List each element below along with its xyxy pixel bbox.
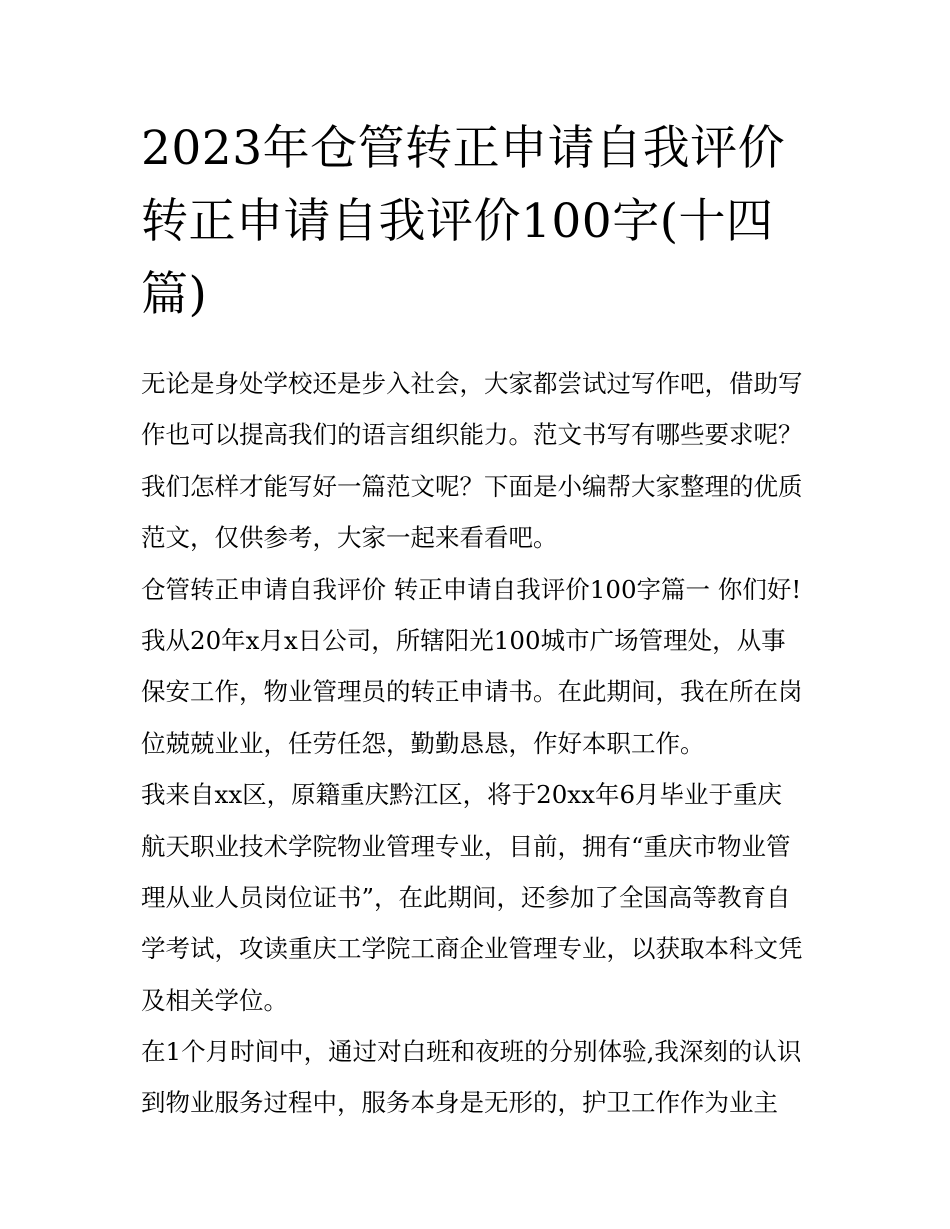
title-line: 2023年仓管转正申请自我评价 (141, 121, 786, 176)
body-line: 保安工作，物业管理员的转正申请书。在此期间，我在所在岗 (141, 677, 803, 707)
body-line: 航天职业技术学院物业管理专业，目前，拥有“重庆市物业管 (141, 831, 791, 861)
body-line: 位兢兢业业，任劳任怨，勤勤恳恳，作好本职工作。 (141, 728, 705, 758)
title-line: 篇) (141, 267, 208, 322)
body-line: 作也可以提高我们的语言组织能力。范文书写有哪些要求呢？ (141, 420, 803, 450)
body-line: 我们怎样才能写好一篇范文呢？下面是小编帮大家整理的优质 (141, 471, 803, 501)
body-line: 在1个月时间中，通过对白班和夜班的分别体验,我深刻的认识 (141, 1037, 802, 1067)
body-line: 我从20年x月x日公司，所辖阳光100城市广场管理处，从事 (141, 625, 786, 655)
body-line: 理从业人员岗位证书”，在此期间，还参加了全国高等教育自 (141, 882, 791, 912)
document-title (141, 112, 821, 331)
document-body (141, 358, 821, 1129)
body-line: 到物业服务过程中，服务本身是无形的，护卫工作作为业主 (141, 1088, 778, 1118)
body-line: 仓管转正申请自我评价 转正申请自我评价100字篇一 你们好! (141, 574, 802, 604)
body-line: 及相关学位。 (141, 985, 288, 1015)
body-line: 范文，仅供参考，大家一起来看看吧。 (141, 523, 558, 553)
body-line: 无论是身处学校还是步入社会，大家都尝试过写作吧，借助写 (141, 369, 803, 398)
body-line: 学考试，攻读重庆工学院工商企业管理专业，以获取本科文凭 (141, 934, 803, 964)
body-line: 我来自xx区，原籍重庆黔江区，将于20xx年6月毕业于重庆 (141, 780, 783, 810)
title-line: 转正申请自我评价100字(十四 (141, 194, 774, 249)
